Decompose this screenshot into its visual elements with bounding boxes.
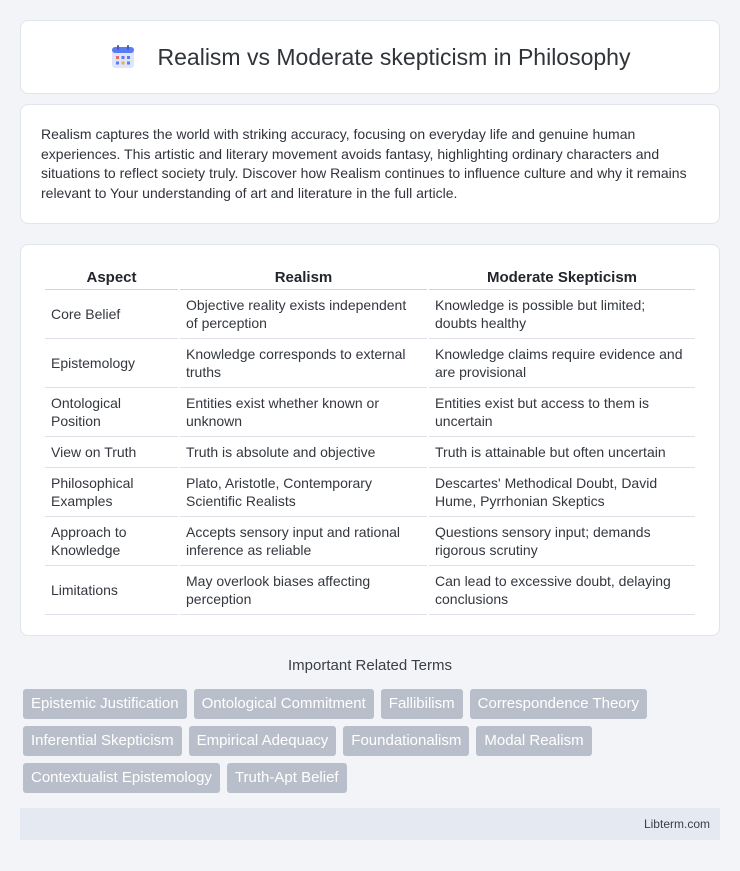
cell-aspect: Philosophical Examples [45, 468, 178, 517]
cell-skepticism: Entities exist but access to them is uncertain [429, 388, 695, 437]
cell-aspect: Approach to Knowledge [45, 517, 178, 566]
related-term-tag[interactable]: Foundationalism [343, 726, 469, 756]
related-term-tag[interactable]: Inferential Skepticism [23, 726, 182, 756]
related-term-tag[interactable]: Ontological Commitment [194, 689, 374, 719]
table-header-row [45, 265, 695, 290]
calendar-grid-icon [110, 44, 136, 70]
table-row [45, 566, 695, 615]
cell-realism: Plato, Aristotle, Contemporary Scientific Realists [180, 468, 427, 517]
comparison-card [20, 244, 720, 636]
related-term-tag[interactable]: Epistemic Justification [23, 689, 187, 719]
header-realism: Realism [180, 265, 427, 290]
related-term-tag[interactable]: Correspondence Theory [470, 689, 647, 719]
cell-realism: May overlook biases affecting perception [180, 566, 427, 615]
table-row [45, 290, 695, 339]
intro-text: Realism captures the world with striking accuracy, focusing on everyday life and genuine human experiences. This artistic and literary movement avoids fantasy, highlighting ordinary characters and situations to reflect society truly. Discover how Realism continues to influence culture and why it remains relevant to Your understanding of art and literature in the full article. [41, 126, 687, 201]
cell-aspect: View on Truth [45, 437, 178, 468]
page-title: Realism vs Moderate skepticism in Philosophy [157, 43, 631, 70]
cell-skepticism: Truth is attainable but often uncertain [429, 437, 695, 468]
cell-skepticism: Can lead to excessive doubt, delaying conclusions [429, 566, 695, 615]
cell-aspect: Limitations [45, 566, 178, 615]
cell-realism: Truth is absolute and objective [180, 437, 427, 468]
cell-skepticism: Knowledge is possible but limited; doubts healthy [429, 290, 695, 339]
cell-realism: Knowledge corresponds to external truths [180, 339, 427, 388]
related-term-tag[interactable]: Contextualist Epistemology [23, 763, 220, 793]
related-term-tag[interactable]: Modal Realism [476, 726, 591, 756]
intro-card [20, 104, 720, 224]
table-row [45, 437, 695, 468]
header-moderate-skepticism: Moderate Skepticism [429, 265, 695, 290]
related-term-tag[interactable]: Empirical Adequacy [189, 726, 337, 756]
related-terms-title: Important Related Terms [288, 657, 452, 674]
cell-aspect: Core Belief [45, 290, 178, 339]
footer [20, 808, 720, 840]
cell-aspect: Ontological Position [45, 388, 178, 437]
title-card [20, 20, 720, 94]
header-aspect: Aspect [45, 265, 178, 290]
cell-skepticism: Descartes' Methodical Doubt, David Hume, Pyrrhonian Skeptics [429, 468, 695, 517]
cell-realism: Objective reality exists independent of perception [180, 290, 427, 339]
table-row [45, 517, 695, 566]
cell-aspect: Epistemology [45, 339, 178, 388]
related-term-tag[interactable]: Truth-Apt Belief [227, 763, 347, 793]
table-row [45, 468, 695, 517]
cell-realism: Entities exist whether known or unknown [180, 388, 427, 437]
related-terms-list [23, 689, 723, 793]
table-row [45, 388, 695, 437]
cell-skepticism: Questions sensory input; demands rigorous scrutiny [429, 517, 695, 566]
comparison-table [43, 265, 697, 615]
footer-site-link[interactable]: Libterm.com [643, 817, 710, 831]
cell-realism: Accepts sensory input and rational inference as reliable [180, 517, 427, 566]
related-term-tag[interactable]: Fallibilism [381, 689, 463, 719]
cell-skepticism: Knowledge claims require evidence and are provisional [429, 339, 695, 388]
table-row [45, 339, 695, 388]
